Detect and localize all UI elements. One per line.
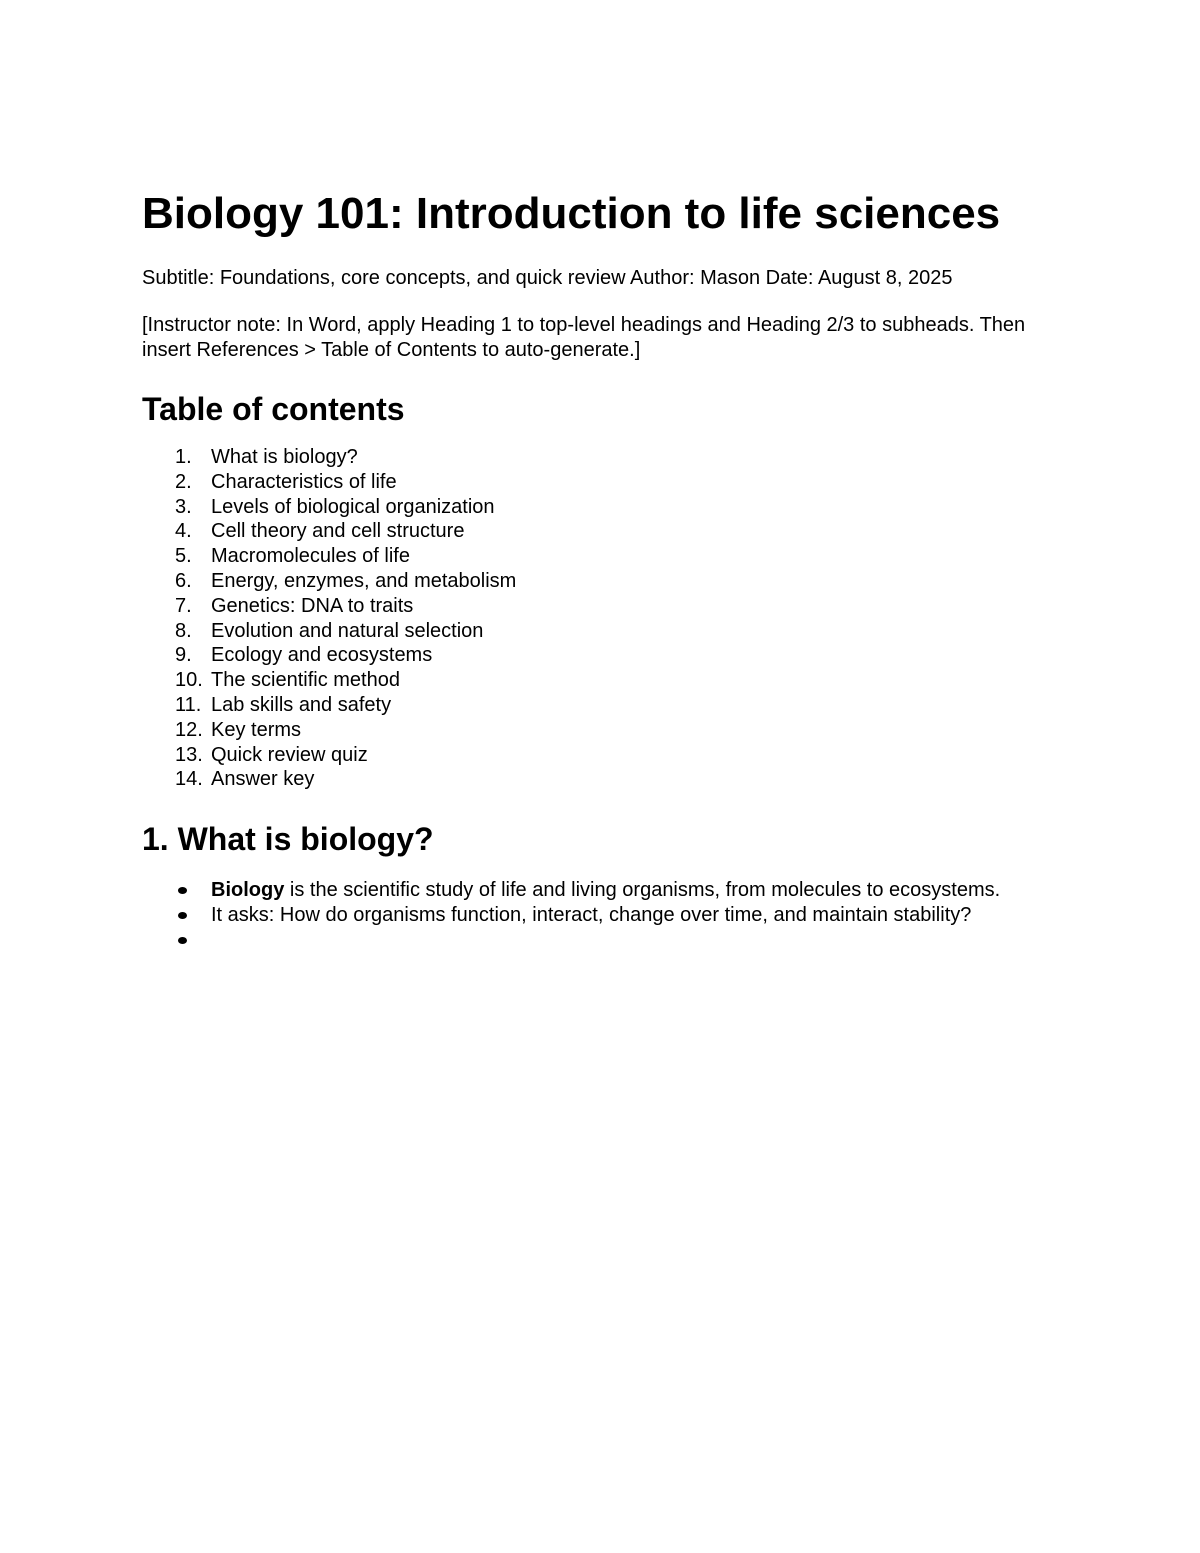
toc-item bbox=[142, 544, 1062, 569]
bullet-dot-icon bbox=[178, 937, 187, 944]
toc-item bbox=[142, 445, 1062, 470]
toc-item-number: 8. bbox=[175, 619, 192, 642]
toc-item bbox=[142, 668, 1062, 693]
toc-item-number: 9. bbox=[175, 644, 192, 667]
toc-item-number: 12. bbox=[175, 718, 203, 741]
document-meta-line: Subtitle: Foundations, core concepts, and quick review Author: Mason Date: August 8, 2025 bbox=[142, 267, 953, 289]
bullet-bold-term: Biology bbox=[211, 879, 285, 902]
toc-item-label: Key terms bbox=[211, 718, 302, 741]
toc-item-number: 2. bbox=[175, 470, 192, 493]
bullet-text: It asks: How do organisms function, interact, change over time, and maintain stability? bbox=[211, 904, 972, 927]
instructor-note: [Instructor note: In Word, apply Heading 1 to top-level headings and Heading 2/3 to subheads. Then insert References > Table of Contents to auto-generate.] bbox=[142, 314, 1026, 361]
toc-item-number: 5. bbox=[175, 545, 192, 568]
toc-item-label: Cell theory and cell structure bbox=[211, 520, 465, 543]
toc-item-label: Macromolecules of life bbox=[211, 545, 410, 568]
section-heading-what-is-biology: 1. What is biology? bbox=[142, 821, 434, 858]
toc-item bbox=[142, 693, 1062, 718]
toc-item-label: Evolution and natural selection bbox=[211, 619, 484, 642]
document-title: Biology 101: Introduction to life sciences bbox=[142, 189, 1001, 238]
toc-item-number: 4. bbox=[175, 520, 192, 543]
toc-item bbox=[142, 643, 1062, 668]
toc-item bbox=[142, 619, 1062, 644]
document-page bbox=[142, 188, 1062, 953]
toc-item-label: Answer key bbox=[211, 768, 315, 791]
toc-item-label: Levels of biological organization bbox=[211, 495, 495, 518]
toc-item-label: Ecology and ecosystems bbox=[211, 644, 433, 667]
toc-item-number: 11. bbox=[175, 693, 202, 716]
toc-item-label: Quick review quiz bbox=[211, 743, 368, 766]
toc-item-number: 1. bbox=[175, 446, 192, 468]
toc-item-number: 3. bbox=[175, 495, 192, 518]
toc-item-label: Energy, enzymes, and metabolism bbox=[211, 569, 517, 592]
toc-item bbox=[142, 743, 1062, 768]
toc-item-number: 6. bbox=[175, 569, 192, 592]
toc-item-label: Genetics: DNA to traits bbox=[211, 594, 414, 617]
bullet-item bbox=[142, 878, 1062, 903]
toc-item-label: Lab skills and safety bbox=[211, 693, 392, 716]
toc-item-label: Characteristics of life bbox=[211, 470, 397, 493]
bullet-dot-icon bbox=[178, 887, 187, 894]
bullet-item bbox=[142, 903, 1062, 928]
toc-item-number: 14. bbox=[175, 768, 203, 791]
toc-item bbox=[142, 495, 1062, 520]
bullet-item bbox=[142, 928, 1062, 953]
toc-item-number: 10. bbox=[175, 669, 203, 692]
toc-item-label: What is biology? bbox=[211, 446, 358, 468]
bullet-text: is the scientific study of life and living organisms, from molecules to ecosystems. bbox=[284, 879, 1001, 902]
toc-item-label: The scientific method bbox=[211, 669, 400, 692]
toc-item bbox=[142, 718, 1062, 743]
toc-item bbox=[142, 569, 1062, 594]
toc-item bbox=[142, 470, 1062, 495]
toc-item bbox=[142, 519, 1062, 544]
toc-item bbox=[142, 594, 1062, 619]
bullet-dot-icon bbox=[178, 912, 187, 919]
toc-heading: Table of contents bbox=[142, 391, 405, 427]
toc-item bbox=[142, 767, 1062, 792]
section-bullet-list bbox=[142, 878, 1062, 953]
toc-item-number: 13. bbox=[175, 743, 203, 766]
toc-item-number: 7. bbox=[175, 594, 192, 617]
toc-list bbox=[142, 445, 1062, 792]
